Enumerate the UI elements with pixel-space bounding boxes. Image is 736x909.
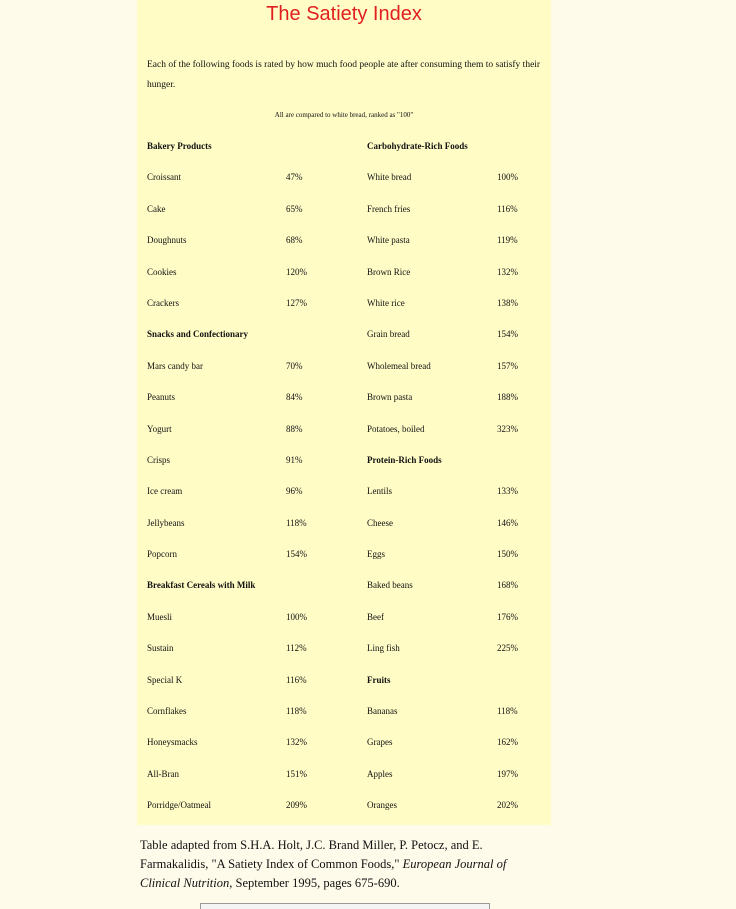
food-name: Brown pasta (367, 392, 413, 403)
satiety-value: 151% (286, 768, 307, 779)
food-name: Special K (147, 674, 183, 685)
food-name: White rice (367, 297, 405, 308)
table-row (147, 319, 543, 350)
citation-lead: Table adapted from S.H.A. Holt, J.C. Brand Miller, P. Petocz, and E. Farmakalidis, "A Satiety Index of Common Foods," (140, 838, 483, 871)
food-name: Cake (147, 203, 166, 214)
table-row (147, 225, 543, 256)
satiety-value: 118% (497, 706, 518, 717)
satiety-table (147, 131, 543, 822)
food-name: Peanuts (147, 392, 175, 403)
food-name: Doughnuts (147, 235, 187, 246)
food-name: Potatoes, boiled (367, 423, 425, 434)
food-name: Sustain (147, 643, 174, 654)
satiety-value: 150% (497, 549, 518, 560)
table-row (147, 539, 543, 570)
table-row (147, 508, 543, 539)
satiety-value: 100% (497, 172, 518, 183)
table-row (147, 445, 543, 476)
satiety-value: 225% (497, 643, 518, 654)
food-name: Yogurt (147, 423, 172, 434)
category-header: Breakfast Cereals with Milk (147, 580, 256, 591)
food-name: Cheese (367, 517, 393, 528)
satiety-value: 133% (497, 486, 518, 497)
food-name: Popcorn (147, 549, 177, 560)
food-name: Honeysmacks (147, 737, 198, 748)
satiety-value: 91% (286, 454, 303, 465)
satiety-value: 88% (286, 423, 303, 434)
food-name: French fries (367, 203, 411, 214)
satiety-value: 84% (286, 392, 303, 403)
satiety-value: 132% (497, 266, 518, 277)
food-name: Brown Rice (367, 266, 411, 277)
food-name: Cornflakes (147, 706, 187, 717)
food-name: Lentils (367, 486, 392, 497)
table-row (147, 790, 543, 821)
food-name: Crackers (147, 297, 179, 308)
table-row (147, 131, 543, 162)
satiety-value: 127% (286, 297, 307, 308)
satiety-value: 132% (286, 737, 307, 748)
category-header: Fruits (367, 674, 391, 685)
satiety-value: 118% (286, 706, 307, 717)
food-name: Grain bread (367, 329, 410, 340)
satiety-value: 154% (286, 549, 307, 560)
page-title: The Satiety Index (266, 3, 422, 25)
satiety-value: 65% (286, 203, 303, 214)
bottom-frame-edge (200, 903, 490, 909)
satiety-value: 202% (497, 800, 518, 811)
food-name: Beef (367, 611, 384, 622)
table-row (147, 570, 543, 601)
table-row (147, 696, 543, 727)
food-name: Baked beans (367, 580, 413, 591)
table-row (147, 665, 543, 696)
satiety-value: 112% (286, 643, 307, 654)
satiety-value: 176% (497, 611, 518, 622)
food-name: Wholemeal bread (367, 360, 431, 371)
food-name: Ice cream (147, 486, 183, 497)
satiety-value: 138% (497, 297, 518, 308)
food-name: Muesli (147, 611, 173, 622)
table-row (147, 162, 543, 193)
intro-text: Each of the following foods is rated by how much food people ate after consuming them to satisfy their hunger. (147, 60, 541, 90)
satiety-value: 120% (286, 266, 307, 277)
food-name: Jellybeans (147, 517, 185, 528)
table-row (147, 476, 543, 507)
satiety-value: 116% (497, 203, 518, 214)
table-row (147, 382, 543, 413)
satiety-value: 209% (286, 800, 307, 811)
category-header: Bakery Products (147, 141, 212, 151)
citation-tail: , September 1995, pages 675-690. (229, 876, 400, 890)
table-row (147, 288, 543, 319)
satiety-value: 197% (497, 768, 518, 779)
category-header: Carbohydrate-Rich Foods (367, 141, 468, 151)
satiety-value: 168% (497, 580, 518, 591)
satiety-value: 96% (286, 486, 303, 497)
food-name: Porridge/Oatmeal (147, 800, 211, 811)
food-name: White bread (367, 172, 412, 183)
table-row (147, 727, 543, 758)
satiety-value: 70% (286, 360, 303, 371)
food-name: Ling fish (367, 643, 400, 654)
table-row (147, 602, 543, 633)
food-name: White pasta (367, 235, 410, 246)
food-name: Oranges (367, 800, 397, 811)
satiety-value: 162% (497, 737, 518, 748)
satiety-value: 146% (497, 517, 518, 528)
food-name: Mars candy bar (147, 360, 203, 371)
food-name: Grapes (367, 737, 393, 748)
satiety-value: 323% (497, 423, 518, 434)
satiety-value: 154% (497, 329, 518, 340)
satiety-value: 68% (286, 235, 303, 246)
satiety-value: 188% (497, 392, 518, 403)
satiety-value: 116% (286, 674, 307, 685)
table-row (147, 633, 543, 664)
satiety-value: 157% (497, 360, 518, 371)
satiety-value: 118% (286, 517, 307, 528)
food-name: Cookies (147, 266, 177, 277)
food-name: Bananas (367, 706, 398, 717)
category-header: Protein-Rich Foods (367, 454, 442, 465)
food-name: Eggs (367, 549, 385, 560)
table-row (147, 194, 543, 225)
table-row (147, 759, 543, 790)
food-name: All-Bran (147, 768, 179, 779)
category-header: Snacks and Confectionary (147, 329, 249, 340)
table-row (147, 414, 543, 445)
citation (140, 836, 540, 893)
citation-journal: European Journal of Clinical Nutrition (140, 857, 507, 890)
food-name: Croissant (147, 172, 182, 183)
food-name: Apples (367, 768, 393, 779)
satiety-value: 47% (286, 172, 303, 183)
table-row (147, 351, 543, 382)
food-name: Crisps (147, 454, 171, 465)
satiety-value: 100% (286, 611, 307, 622)
comparison-note: All are compared to white bread, ranked as "100" (274, 111, 414, 119)
table-row (147, 257, 543, 288)
satiety-value: 119% (497, 235, 518, 246)
